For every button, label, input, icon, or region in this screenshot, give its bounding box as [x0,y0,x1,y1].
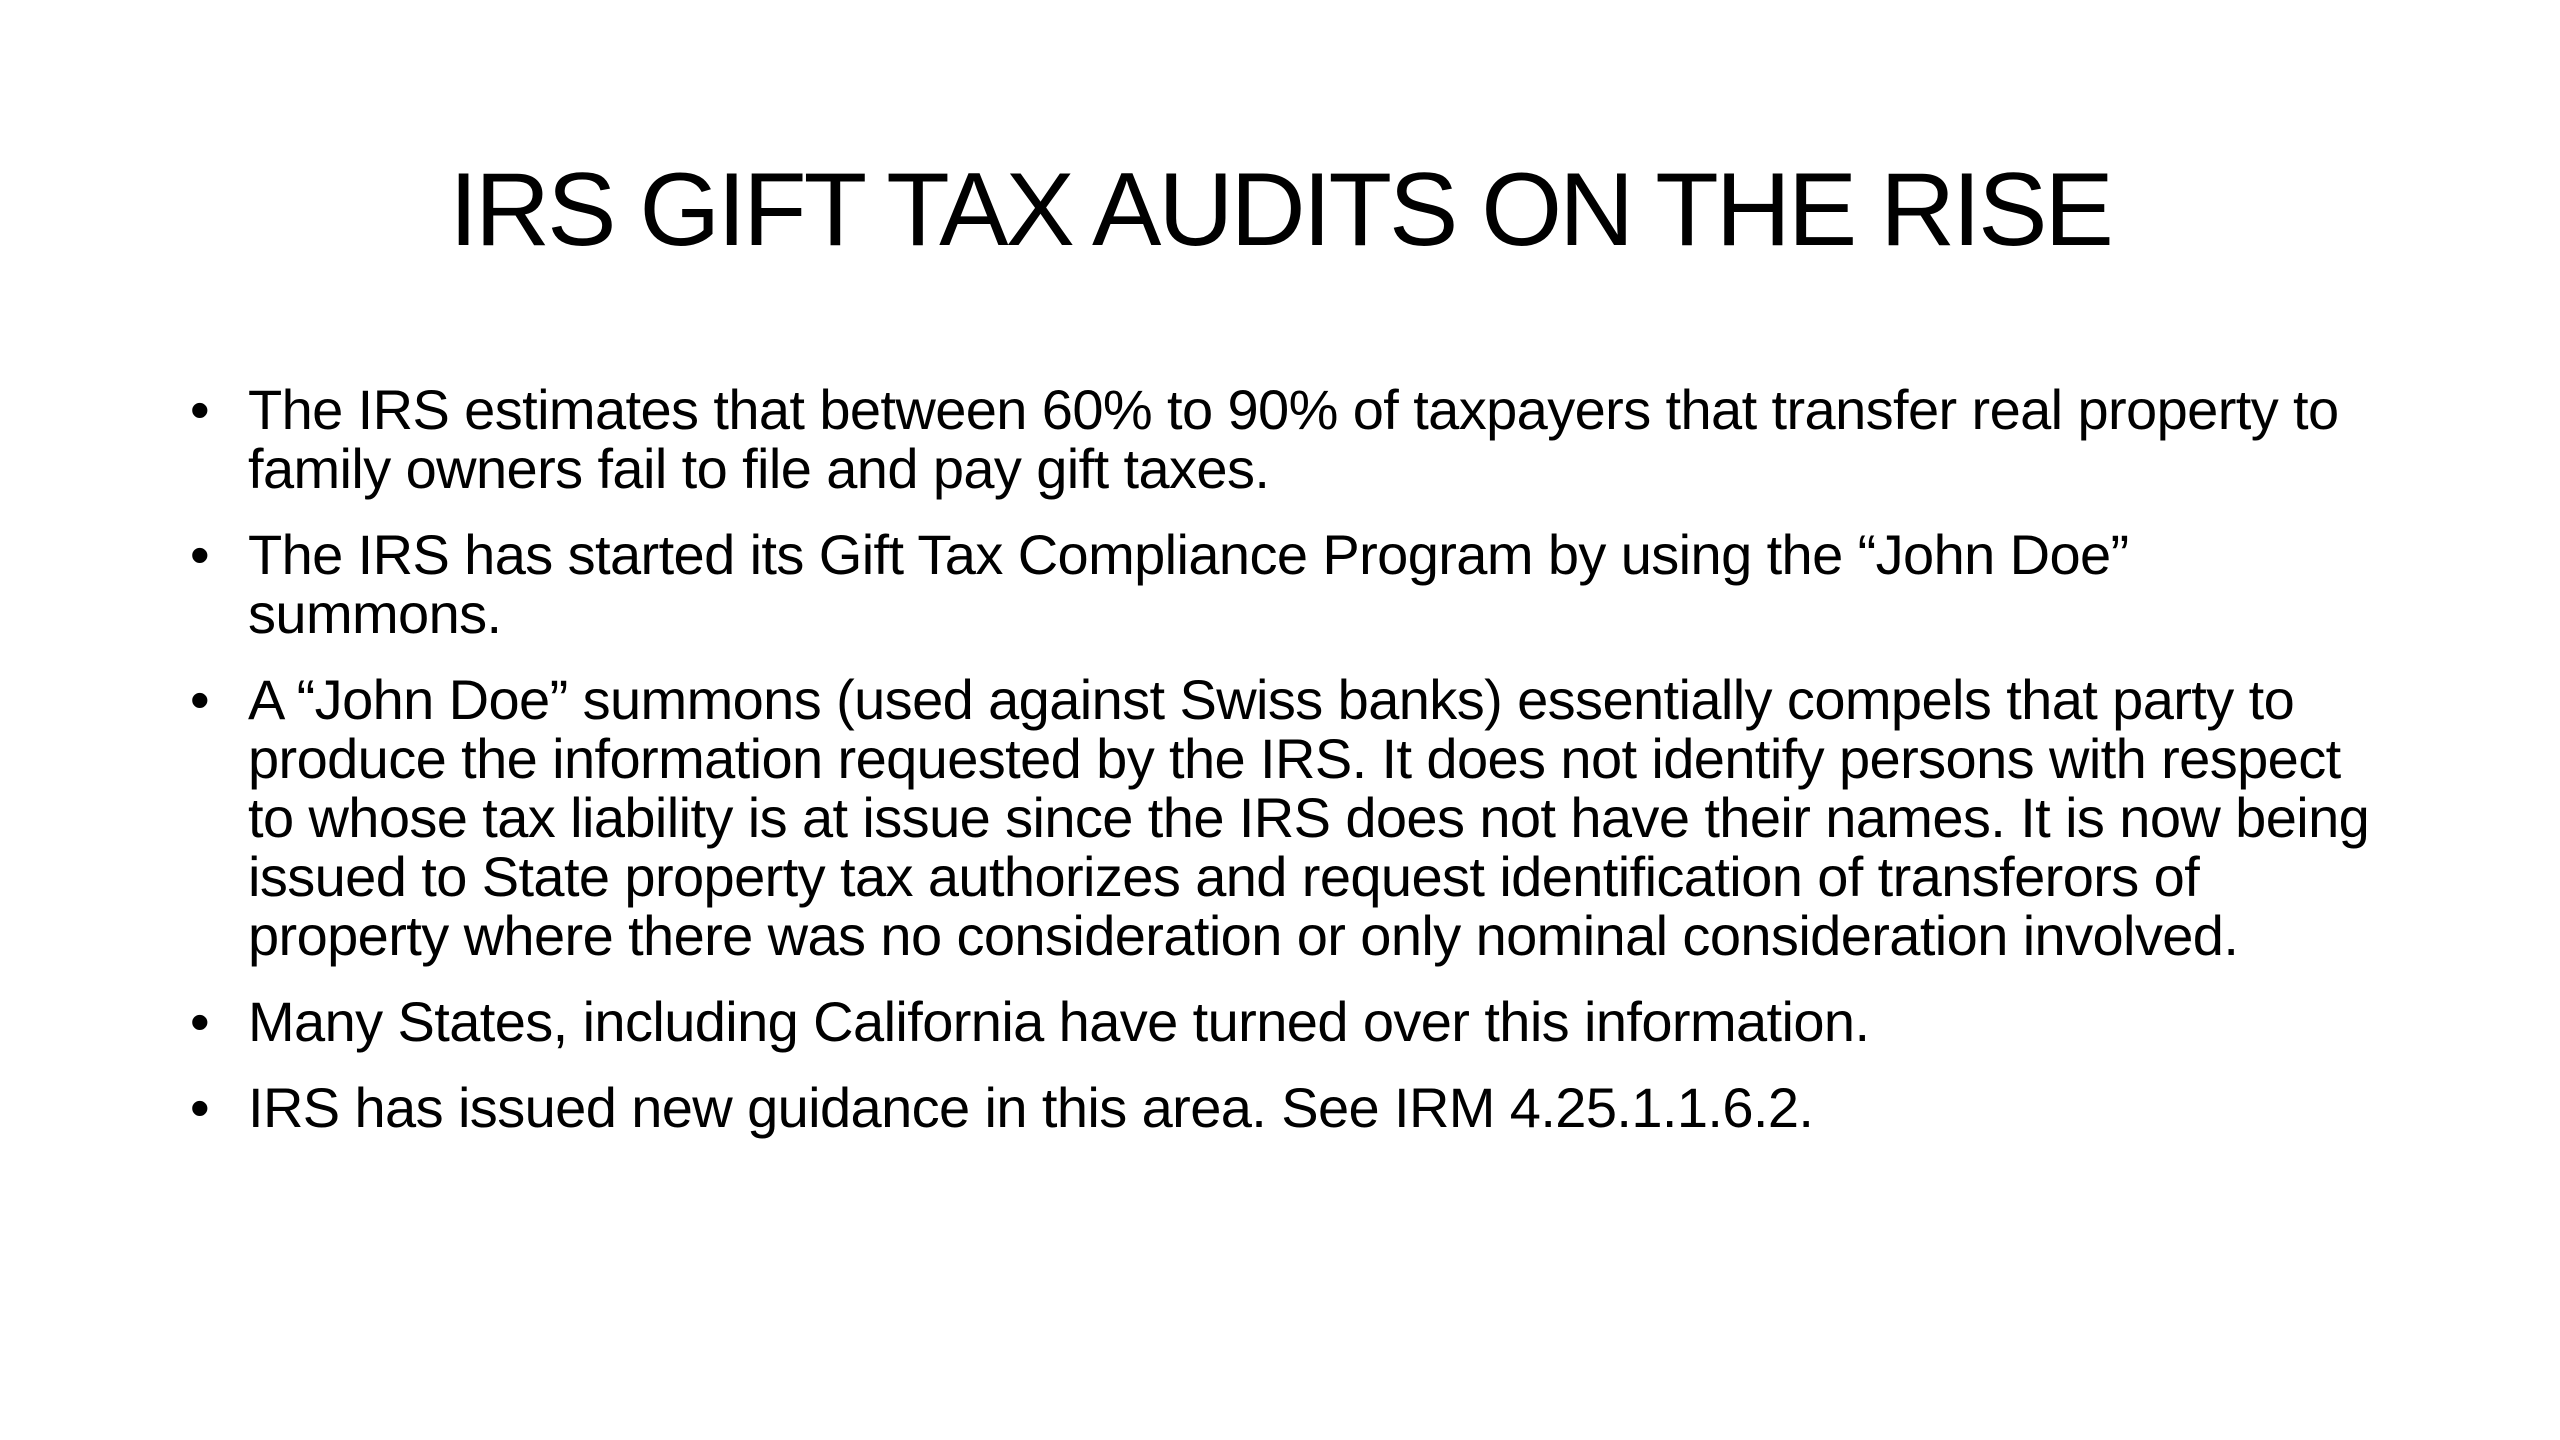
bullet-dot-icon: • [190,990,210,1053]
bullet-item [190,1078,2390,1137]
bullet-text: The IRS has started its Gift Tax Compliance Program by using the “John Doe” summons. [248,523,2129,645]
bullet-text: The IRS estimates that between 60% to 90% of taxpayers that transfer real property to family owners fail to file and pay gift taxes. [248,378,2339,500]
bullet-list [190,380,2390,1164]
bullet-text: A “John Doe” summons (used against Swiss banks) essentially compels that party to produce the information requested by the IRS. It does not identify persons with respect to whose tax liability is at issue since the IRS does not have their names. It is now being issued to State property tax authorizes and request identification of transferors of property where there was no consideration or only nominal consideration involved. [248,668,2370,967]
bullet-dot-icon: • [190,668,210,731]
bullet-dot-icon: • [190,523,210,586]
bullet-text: Many States, including California have turned over this information. [248,990,1870,1053]
bullet-item [190,992,2390,1051]
bullet-item [190,670,2390,965]
slide-title: IRS GIFT TAX AUDITS ON THE RISE [449,152,2111,268]
bullet-item [190,380,2390,498]
bullet-dot-icon: • [190,378,210,441]
bullet-text: IRS has issued new guidance in this area. See IRM 4.25.1.1.6.2. [248,1076,1814,1139]
bullet-item [190,525,2390,643]
bullet-dot-icon: • [190,1076,210,1139]
